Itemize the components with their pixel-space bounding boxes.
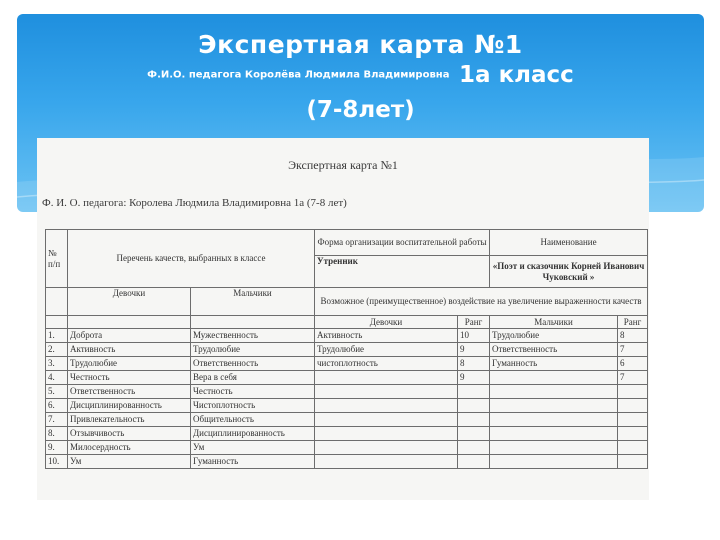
impact-boy-quality	[490, 413, 618, 427]
age-label: (7-8лет)	[306, 97, 415, 123]
boy-quality: Мужественность	[191, 329, 315, 343]
row-number: 9.	[46, 441, 68, 455]
impact-boy-quality: Ответственность	[490, 343, 618, 357]
rank-boy	[618, 441, 648, 455]
form-value: Утренник	[315, 256, 490, 288]
header-impact-boys: Мальчики	[490, 316, 618, 329]
teacher-name: Ф.И.О. педагога Королёва Людмила Владимировна	[147, 69, 450, 81]
row-number: 10.	[46, 455, 68, 469]
slide-subtitle	[17, 64, 704, 87]
row-number: 2.	[46, 343, 68, 357]
boy-quality: Вера в себя	[191, 371, 315, 385]
boy-quality: Ответственность	[191, 357, 315, 371]
boy-quality: Гуманность	[191, 455, 315, 469]
name-value: «Поэт и сказочник Корней Иванович Чуковский »	[490, 256, 648, 288]
impact-girl-quality	[315, 427, 458, 441]
table-row	[46, 399, 648, 413]
boy-quality: Трудолюбие	[191, 343, 315, 357]
row-number: 5.	[46, 385, 68, 399]
impact-boy-quality	[490, 427, 618, 441]
boy-quality: Чистоплотность	[191, 399, 315, 413]
slide-title: Экспертная карта №1	[198, 30, 523, 59]
header-rank-girls: Ранг	[458, 316, 490, 329]
document-heading: Экспертная карта №1	[288, 158, 398, 172]
table-row	[46, 441, 648, 455]
table-row	[46, 413, 648, 427]
impact-girl-quality	[315, 413, 458, 427]
impact-girl-quality	[315, 371, 458, 385]
impact-boy-quality: Трудолюбие	[490, 329, 618, 343]
rank-girl	[458, 427, 490, 441]
rank-girl	[458, 385, 490, 399]
rank-boy	[618, 455, 648, 469]
table-row	[46, 343, 648, 357]
impact-girl-quality	[315, 441, 458, 455]
table-subheader-row	[46, 288, 648, 316]
boy-quality: Честность	[191, 385, 315, 399]
impact-boy-quality	[490, 441, 618, 455]
girl-quality: Дисциплинированность	[68, 399, 191, 413]
rank-girl	[458, 413, 490, 427]
rank-boy	[618, 385, 648, 399]
impact-girl-quality	[315, 399, 458, 413]
rank-boy: 8	[618, 329, 648, 343]
table-row	[46, 385, 648, 399]
rank-girl	[458, 441, 490, 455]
rank-girl	[458, 399, 490, 413]
table-row	[46, 427, 648, 441]
boy-quality: Общительность	[191, 413, 315, 427]
header-boys: Мальчики	[191, 288, 315, 316]
rank-boy	[618, 413, 648, 427]
impact-boy-quality	[490, 371, 618, 385]
row-number: 4.	[46, 371, 68, 385]
boy-quality: Дисциплинированность	[191, 427, 315, 441]
impact-girl-quality: чистоплотность	[315, 357, 458, 371]
class-label: 1а класс	[459, 62, 574, 88]
header-name: Наименование	[490, 230, 648, 256]
header-rank-boys: Ранг	[618, 316, 648, 329]
rank-boy: 6	[618, 357, 648, 371]
row-number: 8.	[46, 427, 68, 441]
rank-girl	[458, 455, 490, 469]
header-num: № п/п	[46, 230, 68, 288]
rank-girl: 9	[458, 371, 490, 385]
row-number: 1.	[46, 329, 68, 343]
header-impact-girls: Девочки	[315, 316, 458, 329]
scanned-document	[37, 138, 649, 500]
rank-boy	[618, 399, 648, 413]
expert-card-table	[45, 229, 648, 469]
impact-boy-quality	[490, 455, 618, 469]
document-teacher-line: Ф. И. О. педагога: Королева Людмила Владимировна 1а (7-8 лет)	[42, 197, 347, 209]
girl-quality: Трудолюбие	[68, 357, 191, 371]
impact-boy-quality	[490, 399, 618, 413]
girl-quality: Ответственность	[68, 385, 191, 399]
header-qualities-list: Перечень качеств, выбранных в классе	[68, 230, 315, 288]
table-row	[46, 371, 648, 385]
impact-girl-quality: Активность	[315, 329, 458, 343]
boy-quality: Ум	[191, 441, 315, 455]
row-number: 6.	[46, 399, 68, 413]
table-row	[46, 455, 648, 469]
header-girls: Девочки	[68, 288, 191, 316]
rank-boy	[618, 427, 648, 441]
girl-quality: Доброта	[68, 329, 191, 343]
rank-girl: 8	[458, 357, 490, 371]
table-column-labels-row	[46, 316, 648, 329]
impact-girl-quality	[315, 455, 458, 469]
rank-girl: 9	[458, 343, 490, 357]
impact-boy-quality: Гуманность	[490, 357, 618, 371]
table-row	[46, 329, 648, 343]
girl-quality: Привлекательность	[68, 413, 191, 427]
table-header-row	[46, 230, 648, 256]
girl-quality: Милосердность	[68, 441, 191, 455]
impact-girl-quality	[315, 385, 458, 399]
rank-girl: 10	[458, 329, 490, 343]
header-form: Форма организации воспитательной работы	[315, 230, 490, 256]
impact-boy-quality	[490, 385, 618, 399]
girl-quality: Ум	[68, 455, 191, 469]
girl-quality: Активность	[68, 343, 191, 357]
rank-boy: 7	[618, 343, 648, 357]
row-number: 7.	[46, 413, 68, 427]
rank-boy: 7	[618, 371, 648, 385]
row-number: 3.	[46, 357, 68, 371]
impact-girl-quality: Трудолюбие	[315, 343, 458, 357]
girl-quality: Честность	[68, 371, 191, 385]
header-impact: Возможное (преимущественное) воздействие на увеличение выраженности качеств	[315, 288, 648, 316]
girl-quality: Отзывчивость	[68, 427, 191, 441]
table-row	[46, 357, 648, 371]
table-body	[46, 329, 648, 469]
